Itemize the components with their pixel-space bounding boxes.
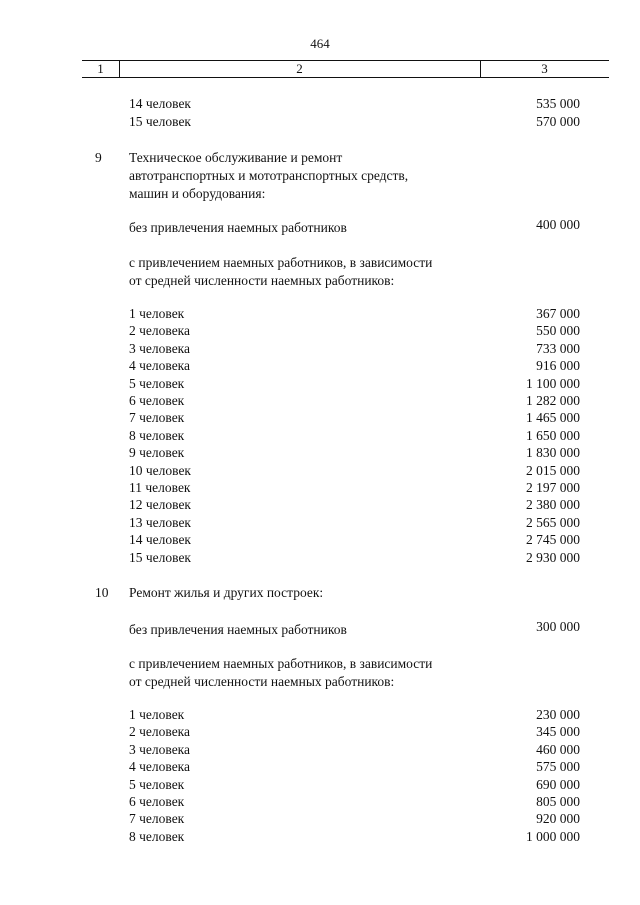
- row-label: 8 человек: [129, 828, 185, 844]
- section-title-line: Техническое обслуживание и ремонт: [129, 150, 343, 165]
- row-value: 1 282 000: [526, 393, 580, 408]
- row-value: 2 930 000: [526, 549, 580, 565]
- section-number: 9: [95, 150, 102, 165]
- row-value: 1 650 000: [526, 427, 580, 443]
- row-value: 535 000: [536, 96, 580, 111]
- row-value: 345 000: [536, 724, 580, 740]
- row-label: 8 человек: [129, 427, 185, 443]
- row-label: 5 человек: [129, 375, 185, 391]
- row-label: 10 человек: [129, 462, 191, 478]
- row-value: 2 015 000: [526, 462, 580, 478]
- row-label: 6 человек: [129, 794, 185, 809]
- row-value: 1 100 000: [526, 375, 580, 391]
- row-label: 7 человек: [129, 410, 185, 426]
- row-label: 15 человек: [129, 114, 191, 129]
- header-col-1: 1: [97, 61, 104, 76]
- row-label: 14 человек: [129, 532, 191, 548]
- without-employees-label: без привлечения наемных работников: [129, 622, 347, 637]
- row-value: 2 745 000: [526, 532, 580, 548]
- row-label: 5 человек: [129, 776, 185, 792]
- row-label: 13 человек: [129, 514, 191, 530]
- without-employees-label: без привлечения наемных работников: [129, 220, 347, 235]
- row-label: 6 человек: [129, 393, 185, 408]
- row-value: 575 000: [536, 759, 580, 775]
- section-title-line: Ремонт жилья и других построек:: [129, 585, 324, 600]
- row-value: 1 830 000: [526, 445, 580, 461]
- header-col-2: 2: [296, 61, 303, 76]
- with-employees-line: от средней численности наемных работников:: [129, 674, 395, 689]
- without-employees-value: 400 000: [536, 217, 580, 232]
- row-value: 1 000 000: [526, 828, 580, 844]
- row-label: 2 человека: [129, 323, 191, 339]
- row-value: 1 465 000: [526, 410, 580, 426]
- row-value: 230 000: [536, 707, 580, 722]
- row-label: 11 человек: [129, 480, 191, 495]
- row-value: 2 380 000: [526, 497, 580, 513]
- row-value: 570 000: [536, 114, 580, 129]
- row-label: 3 человека: [129, 741, 191, 757]
- row-value: 916 000: [536, 358, 580, 374]
- section-title-line: машин и оборудования:: [129, 186, 266, 201]
- table-header: [82, 60, 609, 77]
- header-col-3: 3: [541, 61, 548, 76]
- row-label: 2 человека: [129, 724, 191, 740]
- page-number: 464: [310, 36, 330, 51]
- with-employees-line: с привлечением наемных работников, в зависимости: [129, 656, 433, 671]
- with-employees-line: от средней численности наемных работников:: [129, 273, 395, 288]
- row-value: 550 000: [536, 323, 580, 339]
- row-label: 15 человек: [129, 549, 191, 565]
- section-number: 10: [95, 585, 109, 600]
- row-label: 12 человек: [129, 497, 191, 513]
- row-label: 4 человека: [129, 358, 191, 374]
- row-label: 3 человека: [129, 340, 191, 356]
- without-employees-value: 300 000: [536, 619, 580, 634]
- section-title-line: автотранспортных и мототранспортных средств,: [129, 168, 409, 183]
- row-label: 1 человек: [129, 306, 185, 321]
- header-bottom-rule: [82, 77, 609, 78]
- row-value: 805 000: [536, 794, 580, 809]
- row-label: 4 человека: [129, 759, 191, 775]
- row-value: 690 000: [536, 776, 580, 792]
- row-value: 2 565 000: [526, 514, 580, 530]
- row-value: 2 197 000: [526, 480, 580, 495]
- row-label: 9 человек: [129, 445, 185, 461]
- row-label: 1 человек: [129, 707, 185, 722]
- row-value: 460 000: [536, 741, 580, 757]
- row-value: 733 000: [536, 340, 580, 356]
- row-label: 7 человек: [129, 811, 185, 827]
- row-label: 14 человек: [129, 96, 191, 111]
- row-value: 367 000: [536, 306, 580, 321]
- row-value: 920 000: [536, 811, 580, 827]
- with-employees-line: с привлечением наемных работников, в зависимости: [129, 255, 433, 270]
